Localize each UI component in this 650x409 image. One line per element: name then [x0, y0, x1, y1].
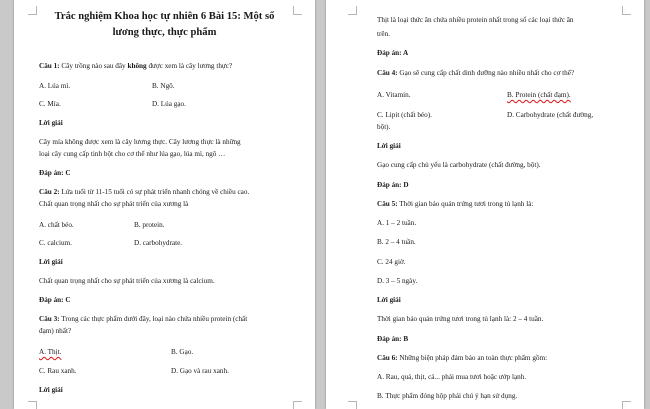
q3-solution-line1: Thịt là loại thức ăn chứa nhiều protein nhất trong số các loại thức ăn	[377, 16, 574, 24]
q1-option-a: A. Lúa mì.	[39, 82, 71, 90]
q4-solution-line1: Gạo cung cấp chủ yếu là carbohydrate (chất đường, bột).	[377, 161, 541, 169]
q5-option-a: A. 1 – 2 tuần.	[377, 219, 417, 227]
question-3-text	[39, 313, 247, 325]
q5-option-b: B. 2 – 4 tuần.	[377, 238, 416, 246]
q1-solution-line2: loại cây cung cấp tinh bột cho cơ thể như lúa gạo, lúa mì, ngô …	[39, 150, 226, 158]
q1-solution-line1: Cây mía không được xem là cây lương thực. Cây lương thực là những	[39, 138, 241, 146]
q1-option-d: D. Lúa gạo.	[152, 100, 186, 108]
question-text-part: Những biện pháp đảm bảo an toàn thực phẩm gồm:	[397, 354, 548, 362]
q3-option-a	[39, 346, 61, 358]
question-text-part: Cây trồng nào sau đây	[59, 62, 128, 70]
q3-option-d: D. Gạo và rau xanh.	[171, 367, 229, 375]
page-corner-mark	[622, 401, 631, 409]
q1-option-b: B. Ngô.	[152, 82, 175, 90]
q4-option-c: C. Lipit (chất béo).	[377, 111, 432, 119]
q5-option-d: D. 3 – 5 ngày.	[377, 277, 418, 285]
q2-option-a: A. chất béo.	[39, 221, 74, 229]
document-page-right	[326, 0, 644, 409]
q2-option-d: D. carbohydrate.	[134, 239, 183, 247]
question-text-part: được xem là cây lương thực?	[146, 62, 233, 70]
spellcheck-word: B. Protein (chất đạm).	[507, 91, 571, 99]
q3-option-b: B. Gạo.	[171, 348, 194, 356]
q2-answer: Đáp án: C	[39, 296, 71, 304]
question-label: Câu 1:	[39, 62, 60, 70]
q3-option-c: C. Rau xanh.	[39, 367, 77, 375]
q4-option-d-line2: bột).	[377, 123, 391, 131]
question-text-part: Trong các thực phẩm dưới đây, loại nào chứa nhiều protein (chất	[59, 315, 248, 323]
page-corner-mark	[348, 401, 357, 409]
question-text-part: Gạo sẽ cung cấp chất dinh dưỡng nào nhiều nhất cho cơ thể?	[397, 69, 575, 77]
q4-option-d: D. Carbohydrate (chất đường,	[507, 111, 594, 119]
document-title-line1: Trắc nghiệm Khoa học tự nhiên 6 Bài 15: Một số	[54, 11, 275, 22]
q1-answer: Đáp án: C	[39, 169, 71, 177]
page-corner-mark	[348, 6, 357, 15]
q1-solution-label: Lời giải	[39, 119, 63, 127]
q2-solution-label: Lời giải	[39, 258, 63, 266]
question-4-text	[377, 67, 574, 79]
q3-solution-label: Lời giải	[39, 386, 63, 394]
question-6-text	[377, 352, 547, 364]
q4-answer: Đáp án: D	[377, 181, 409, 189]
question-1-text	[39, 60, 232, 72]
question-label: Câu 4:	[377, 69, 398, 77]
question-5-text	[377, 198, 533, 210]
question-3-text-line2: đạm) nhất?	[39, 327, 72, 335]
q5-solution-line1: Thời gian bảo quản trứng tươi trong tủ lạnh là: 2 – 4 tuần.	[377, 315, 544, 323]
q2-option-c: C. calcium.	[39, 239, 72, 247]
q5-answer: Đáp án: B	[377, 335, 409, 343]
q4-solution-label: Lời giải	[377, 142, 401, 150]
question-label: Câu 2:	[39, 188, 60, 196]
page-corner-mark	[293, 401, 302, 409]
q4-option-b	[507, 89, 571, 101]
q6-option-b: B. Thực phẩm đóng hộp phải chú ý hạn sử dụng.	[377, 392, 518, 400]
q6-option-a: A. Rau, quả, thịt, cá... phải mua tươi hoặc ướp lạnh.	[377, 373, 527, 381]
q2-solution-line1: Chất quan trọng nhất cho sự phát triển của xương là calcium.	[39, 277, 215, 285]
page-corner-mark	[622, 6, 631, 15]
page-corner-mark	[28, 401, 37, 409]
question-label: Câu 3:	[39, 315, 60, 323]
question-2-text	[39, 186, 249, 198]
question-text-part: Lứa tuổi từ 11-15 tuổi có sự phát triển nhanh chóng về chiều cao.	[59, 188, 250, 196]
q5-option-c: C. 24 giờ.	[377, 258, 406, 266]
q4-option-a: A. Vitamin.	[377, 91, 411, 99]
q5-solution-label: Lời giải	[377, 296, 401, 304]
question-text-part: Thời gian bảo quản trứng tươi trong tủ lạnh là:	[397, 200, 534, 208]
document-page-left	[14, 0, 315, 409]
question-emphasis: không	[127, 62, 147, 70]
question-label: Câu 5:	[377, 200, 398, 208]
q3-answer: Đáp án: A	[377, 49, 409, 57]
question-2-text-line2: Chất quan trọng nhất cho sự phát triển của xương là	[39, 200, 189, 208]
question-label: Câu 6:	[377, 354, 398, 362]
q2-option-b: B. protein.	[134, 221, 165, 229]
q3-solution-line2: trên.	[377, 30, 390, 38]
q1-option-c: C. Mía.	[39, 100, 61, 108]
document-title-line2: lương thực, thực phẩm	[112, 27, 217, 38]
spellcheck-word: A. Thịt.	[39, 348, 62, 356]
